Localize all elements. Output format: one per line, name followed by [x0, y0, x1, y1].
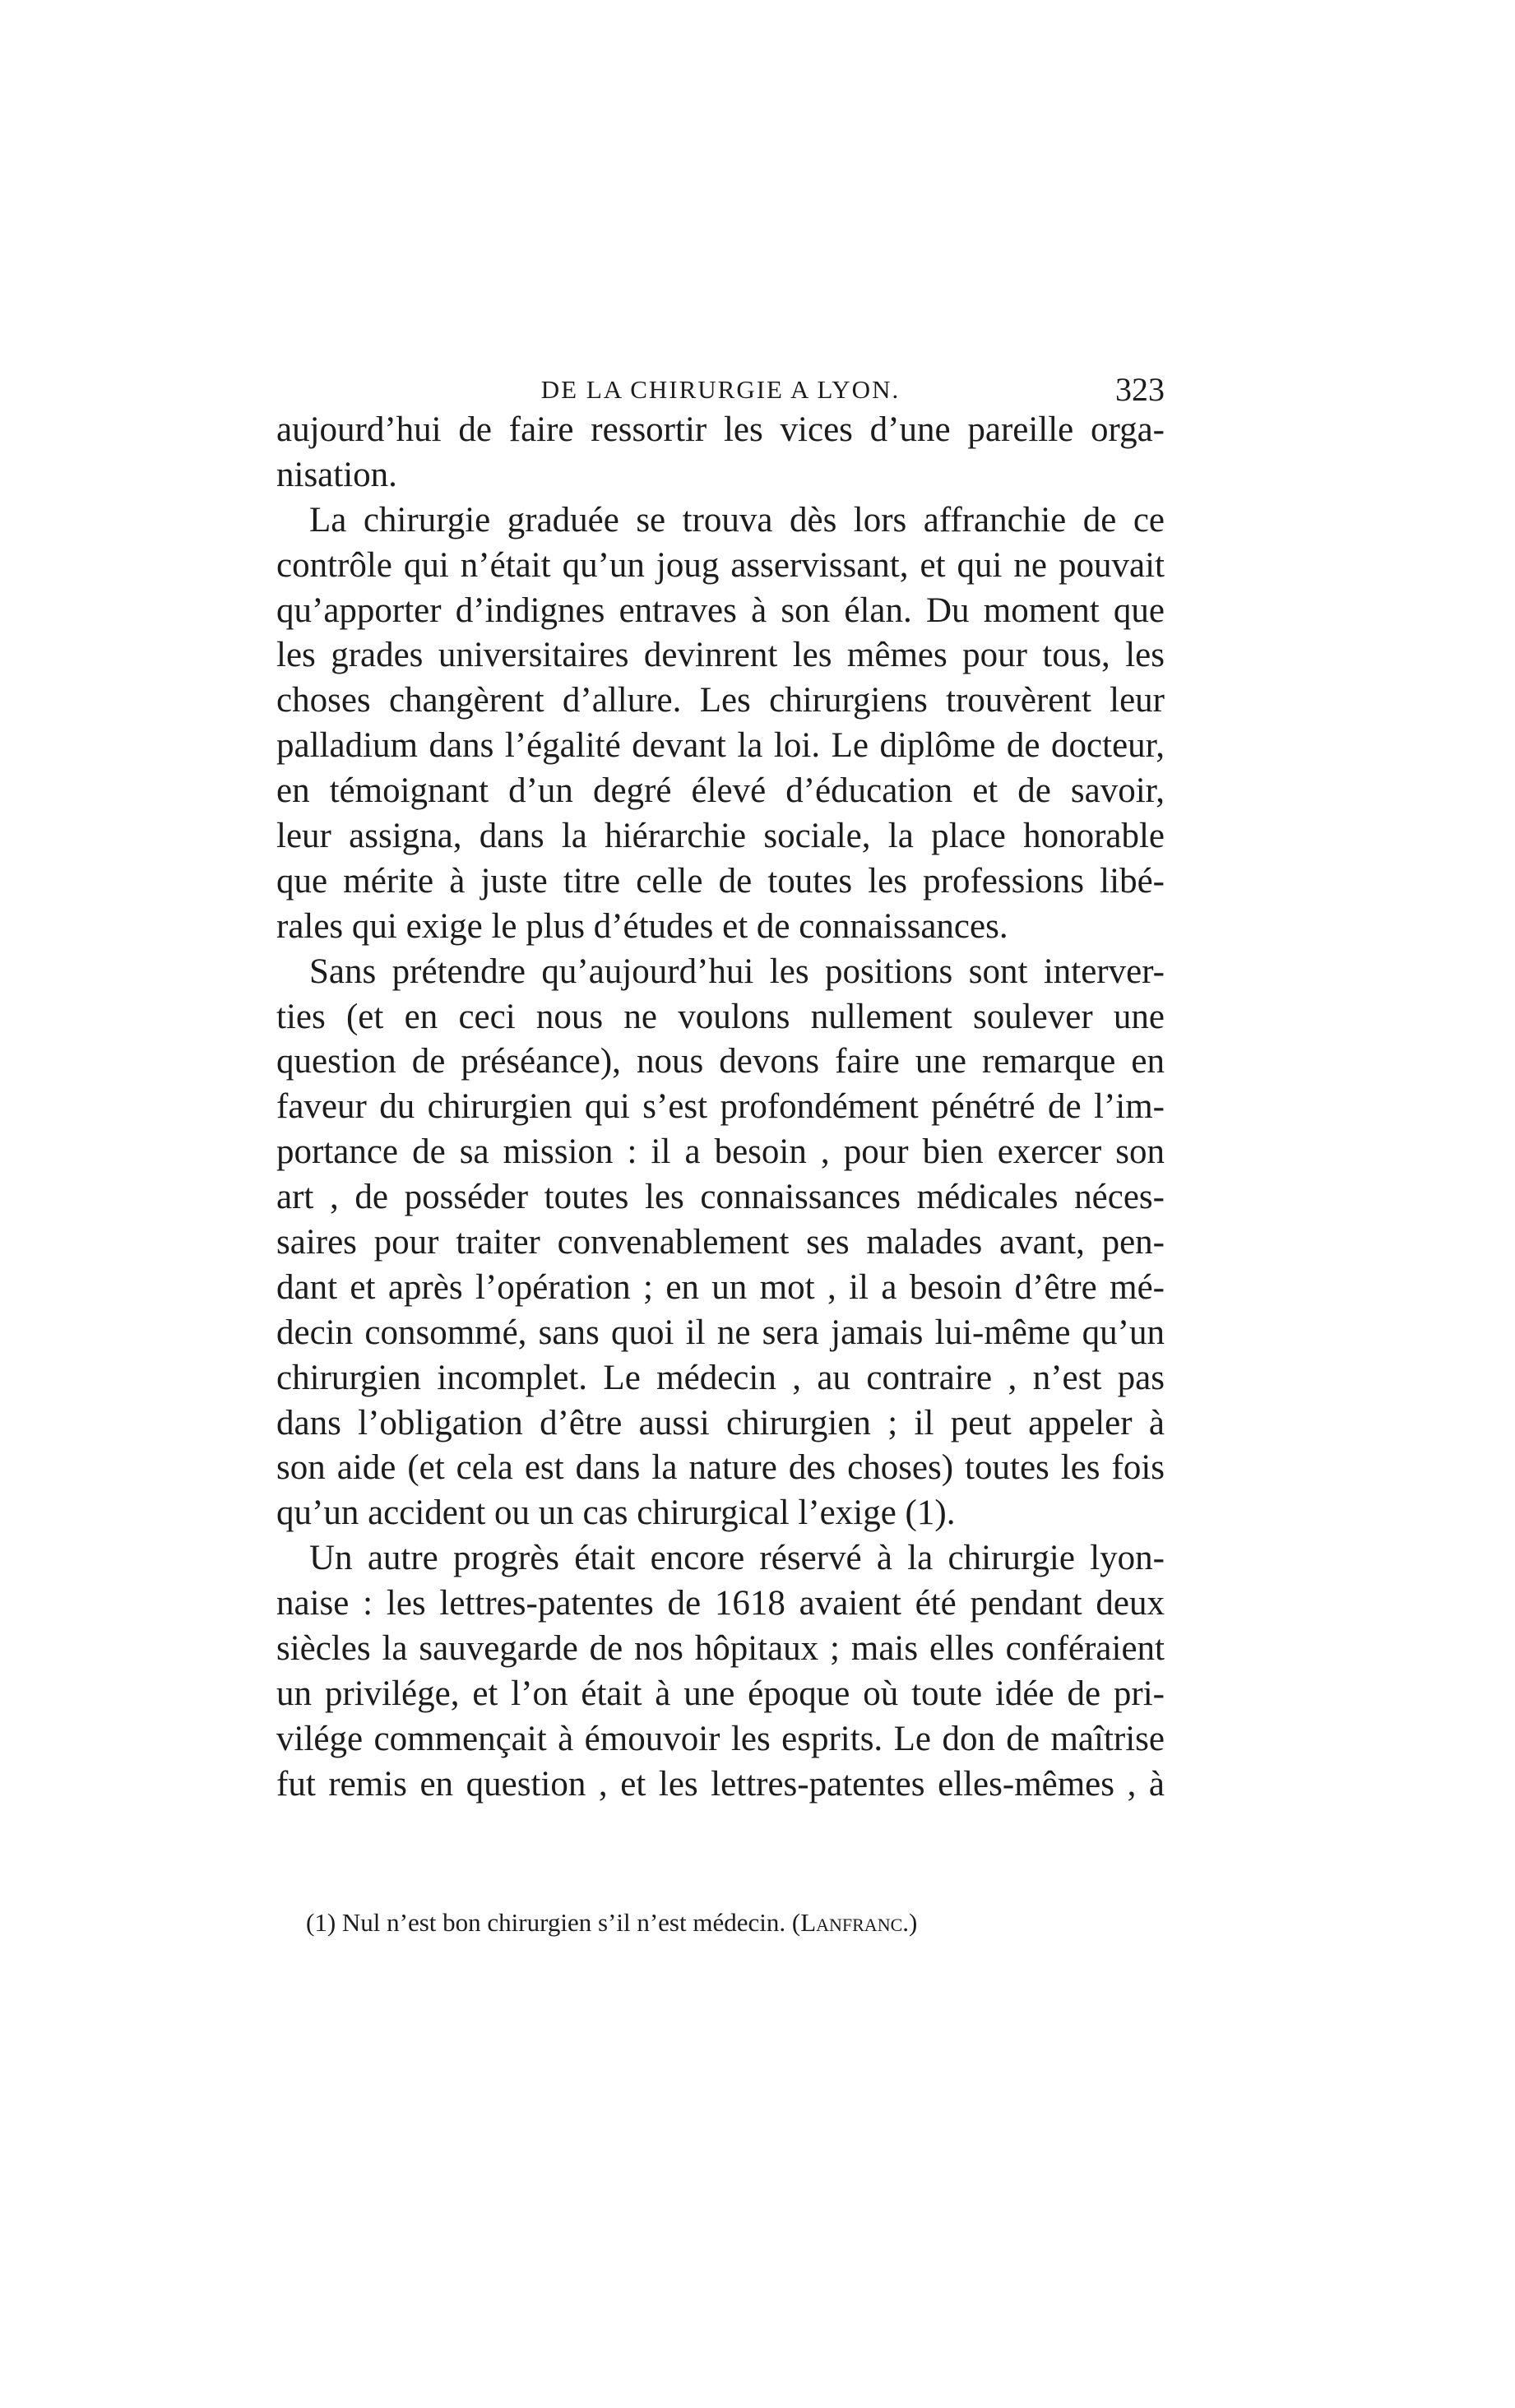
text-line: La chirurgie graduée se trouva dès lors affranchie de ce	[309, 500, 1165, 539]
text-line: decin consommé, sans quoi il ne sera jamais lui-même qu’un	[276, 1313, 1165, 1352]
running-title: DE LA CHIRURGIE A LYON.	[540, 375, 901, 404]
text-line: vilége commençait à émouvoir les esprits. Le don de maîtrise	[276, 1719, 1165, 1758]
text-line: Sans prétendre qu’aujourd’hui les positions sont interver-	[309, 952, 1165, 991]
text-line: un privilége, et l’on était à une époque où toute idée de pri-	[276, 1674, 1165, 1713]
text-line: naise : les lettres-patentes de 1618 avaient été pendant deux	[276, 1584, 1165, 1623]
text-line: son aide (et cela est dans la nature des choses) toutes les fois	[276, 1448, 1165, 1488]
text-line: Un autre progrès était encore réservé à la chirurgie lyon-	[309, 1539, 1165, 1578]
text-line: rales qui exige le plus d’études et de connaissances.	[276, 906, 1008, 946]
text-line: portance de sa mission : il a besoin , pour bien exercer son	[276, 1132, 1165, 1172]
footnote-closing: .)	[902, 1908, 918, 1937]
text-line: aujourd’hui de faire ressortir les vices d’une pareille orga-	[276, 410, 1165, 449]
footnote-author: Lanfranc	[800, 1908, 903, 1937]
text-line: palladium dans l’égalité devant la loi. Le diplôme de docteur,	[276, 726, 1165, 766]
text-line: contrôle qui n’était qu’un joug asservissant, et qui ne pouvait	[276, 545, 1165, 585]
footnote-text: (1) Nul n’est bon chirurgien s’il n’est médecin. (	[306, 1908, 801, 1937]
text-line: que mérite à juste titre celle de toutes les professions libé-	[276, 861, 1165, 901]
text-line: nisation.	[276, 455, 397, 494]
text-line: en témoignant d’un degré élevé d’éducation et de savoir,	[276, 771, 1165, 811]
text-line: art , de posséder toutes les connaissances médicales néces-	[276, 1178, 1165, 1217]
text-line: choses changèrent d’allure. Les chirurgiens trouvèrent leur	[276, 681, 1165, 720]
text-line: dans l’obligation d’être aussi chirurgien ; il peut appeler à	[276, 1403, 1165, 1442]
text-line: fut remis en question , et les lettres-patentes elles-mêmes , à	[276, 1764, 1165, 1804]
text-line: dant et après l’opération ; en un mot , il a besoin d’être mé-	[276, 1267, 1165, 1307]
text-line: qu’un accident ou un cas chirurgical l’exige (1).	[276, 1493, 956, 1533]
text-line: chirurgien incomplet. Le médecin , au contraire , n’est pas	[276, 1358, 1165, 1397]
footnote	[306, 1902, 1128, 1943]
text-line: saires pour traiter convenablement ses malades avant, pen-	[276, 1223, 1165, 1262]
text-line: siècles la sauvegarde de nos hôpitaux ; mais elles conféraient	[276, 1629, 1165, 1669]
running-head	[276, 365, 1165, 414]
text-line: ties (et en ceci nous ne voulons nullement soulever une	[276, 997, 1165, 1036]
text-line: question de préséance), nous devons faire une remarque en	[276, 1042, 1165, 1081]
text-line: qu’apporter d’indignes entraves à son élan. Du moment que	[276, 590, 1165, 630]
body-text	[276, 408, 1165, 1808]
text-line: les grades universitaires devinrent les mêmes pour tous, les	[276, 636, 1165, 675]
text-line: leur assigna, dans la hiérarchie sociale, la place honorable	[276, 817, 1165, 856]
page-number: 323	[1115, 371, 1165, 408]
text-line: faveur du chirurgien qui s’est profondément pénétré de l’im-	[276, 1087, 1165, 1127]
